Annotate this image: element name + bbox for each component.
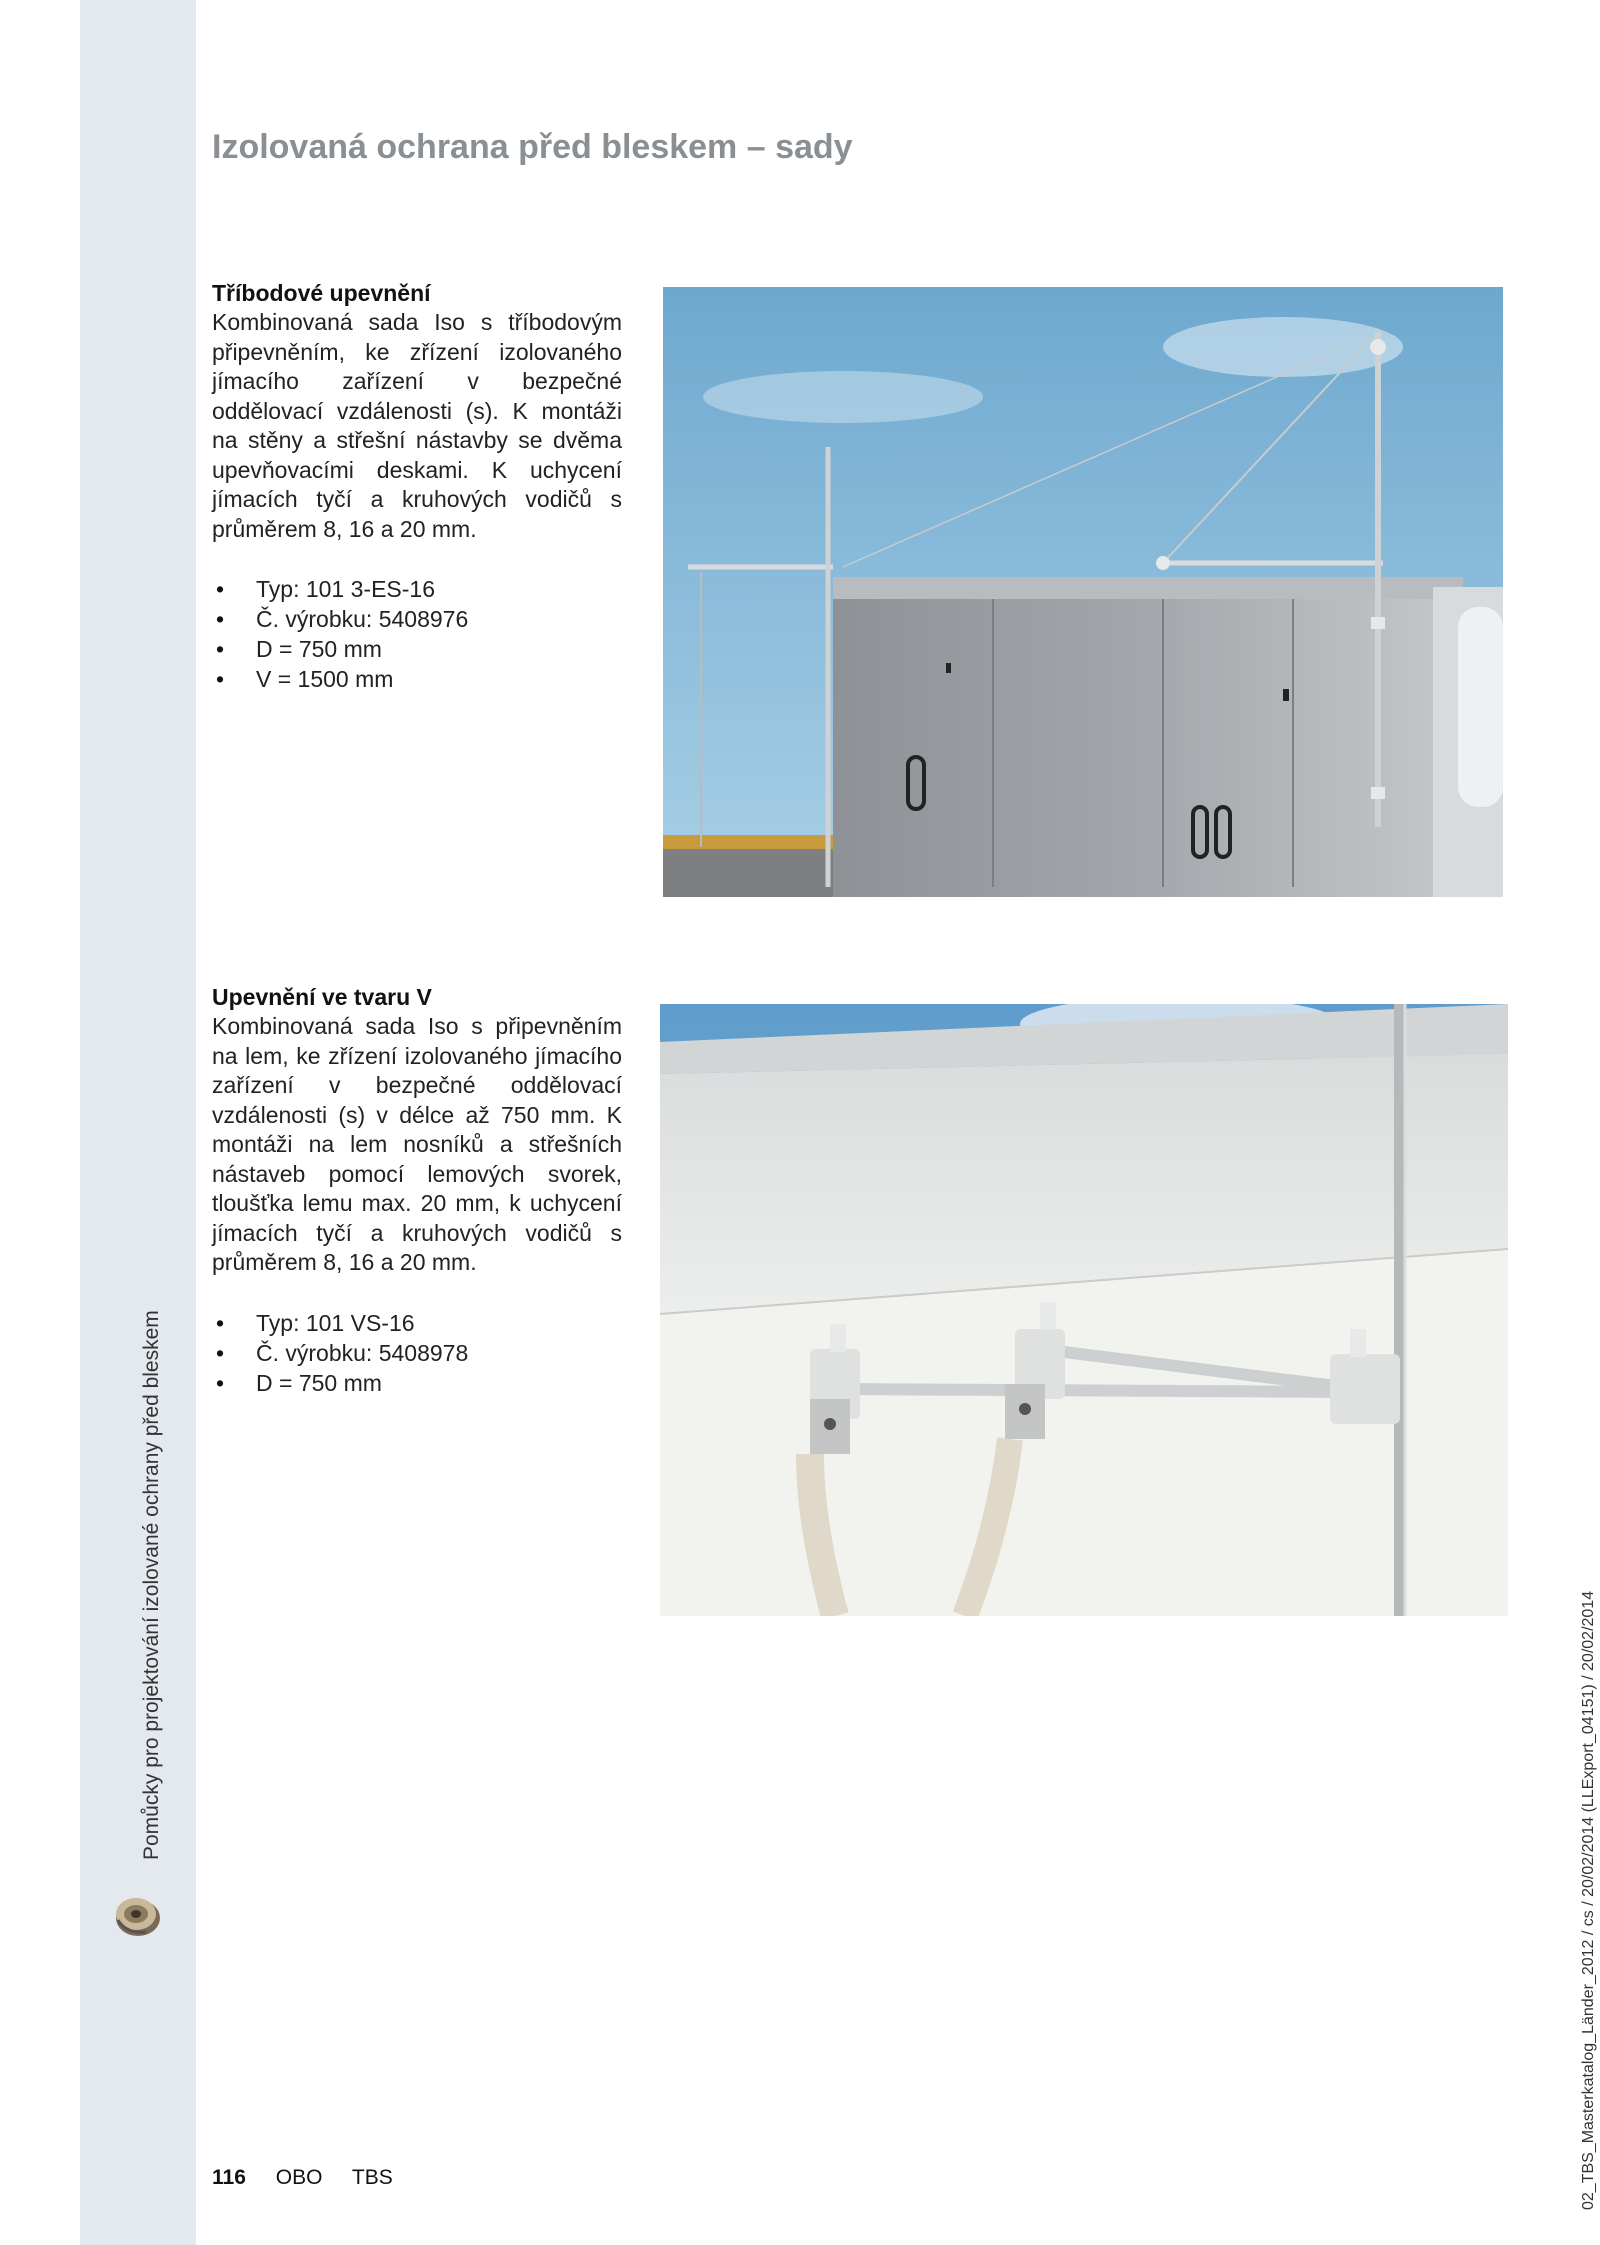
footer-brand: OBO [275,2166,323,2189]
section-body: Kombinovaná sada Iso s připevněním na lem, ke zřízení izolovaného jímacího zařízení v bezpečné oddělovací vzdálenosti (s) v délce až 750 mm. K montáži na lem nosníků a střešních nástaveb pomocí lemových svorek, tloušťka lemu max. 20 mm, k uchycení jímacích tyčí a kruhových vodičů s průměrem 8, 16 a 20 mm. [212,1013,622,1275]
sidebar-title: Pomůcky pro projektování izolované ochrany před bleskem [140,1310,163,1860]
section-body: Kombinovaná sada Iso s tříbodovým připevněním, ke zřízení izolovaného jímacího zařízení v bezpečné oddělovací vzdálenosti (s). K montáži na stěny a střešní nástavby se dvěma upevňovacími deskami. K uchycení jímacích tyčí a kruhových vodičů s průměrem 8, 16 a 20 mm. [212,309,622,542]
spec-item: • V = 1500 mm [212,664,622,694]
footer-system: TBS [351,2166,393,2189]
page-number: 116 [212,2166,246,2189]
cable-drum-icon [112,1890,164,1942]
spec-item: • D = 750 mm [212,634,622,664]
spec-list [212,574,622,694]
page-footer [212,2166,393,2190]
page-title: Izolovaná ochrana před bleskem – sady [212,128,853,166]
section-heading: Tříbodové upevnění [212,280,431,306]
spec-item: • D = 750 mm [212,1368,622,1398]
spec-item: • Č. výrobku: 5408976 [212,604,622,634]
section-three-point-mount [212,278,622,694]
product-photo-three-point [663,287,1503,897]
section-heading: Upevnění ve tvaru V [212,984,432,1010]
spec-item: • Typ: 101 3-ES-16 [212,574,622,604]
section-v-mount [212,982,622,1398]
spec-list [212,1308,622,1398]
spec-item: • Typ: 101 VS-16 [212,1308,622,1338]
product-photo-v-mount [660,1004,1508,1616]
spec-item: • Č. výrobku: 5408978 [212,1338,622,1368]
document-code: 02_TBS_Masterkatalog_Länder_2012 / cs / 20/02/2014 (LLExport_04151) / 20/02/2014 [1580,1590,1597,2210]
